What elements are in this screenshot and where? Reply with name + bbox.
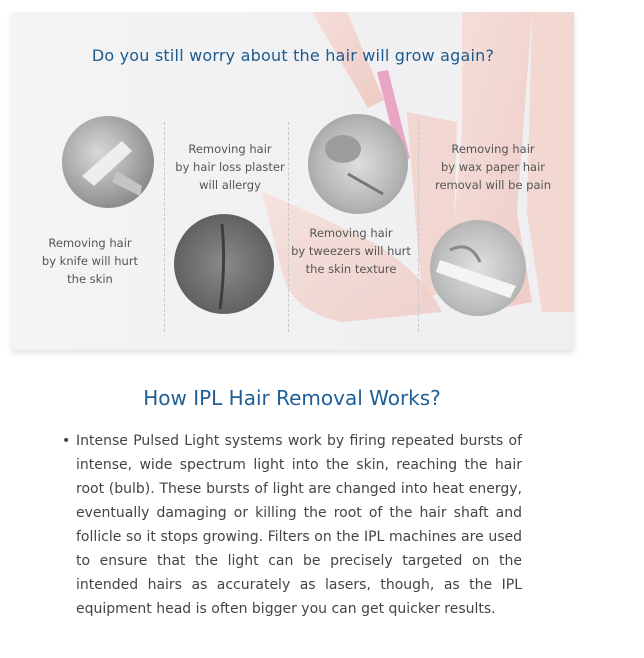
banner-title: Do you still worry about the hair will grow again? [91,46,495,65]
caption-tweezers: Removing hair by tweezers will hurt the skin texture [291,226,411,276]
section-title: How IPL Hair Removal Works? [143,386,441,410]
hair-removal-banner [12,12,574,350]
bullet-text: Intense Pulsed Light systems work by firing repeated bursts of intense, wide spectrum light into the skin, reaching the hair root (bulb). These bursts of light are changed into heat energy, eventually damaging or killing the root of the hair shaft and follicle so it stops growing. Filters on the IPL machines are used to ensure that the light can be precisely targeted on the intended hairs as accurately as lasers, though, as the IPL equipment head is often bigger you can get quicker results. [76,433,522,617]
bullet-paragraph [62,429,522,621]
caption-knife: Removing hair by knife will hurt the skin [41,236,139,286]
knife-shaving-image [62,116,154,208]
plaster-skin-image [174,214,274,314]
divider [418,122,419,332]
tweezers-armpit-image [308,114,408,214]
caption-plaster: Removing hair by hair loss plaster will allergy [175,142,285,192]
caption-wax: Removing hair by wax paper hair removal will be pain [435,142,551,192]
divider [164,122,165,332]
wax-leg-image [430,220,526,316]
bullet-dot-icon: • [62,433,71,449]
